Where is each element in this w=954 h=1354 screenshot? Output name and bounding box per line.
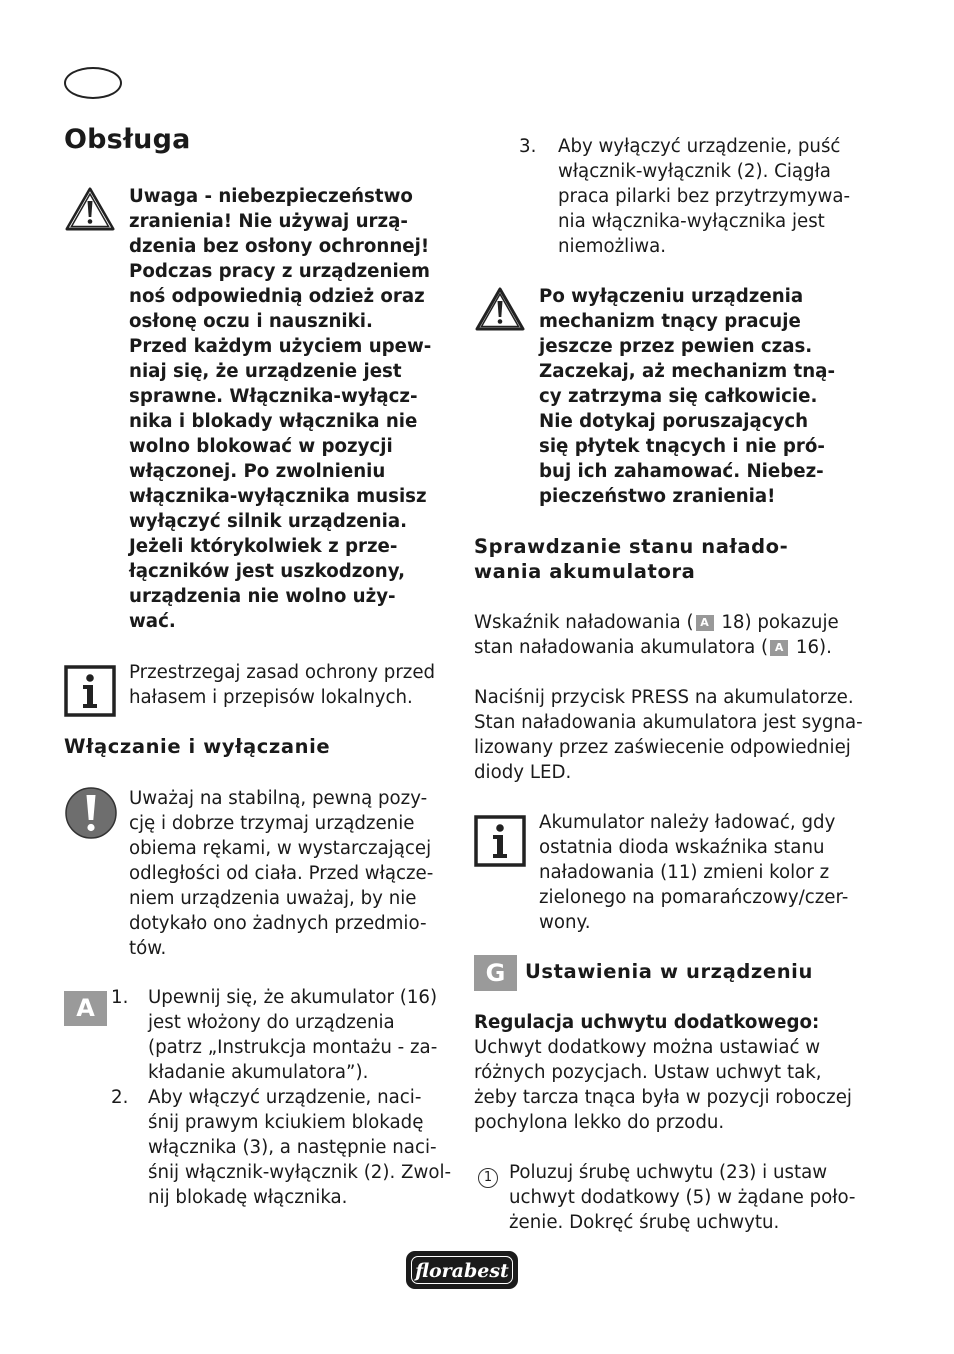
text-line xyxy=(474,635,874,660)
text-line: Po wyłączeniu urządzenia xyxy=(539,286,804,307)
text-line: ostatnia dioda wskaźnika stanu xyxy=(539,837,825,858)
text-line: śnij prawym kciukiem blokadę xyxy=(148,1112,424,1133)
heading-settings: Ustawienia w urządzeniu xyxy=(525,960,813,983)
text-line: dzenia bez osłony ochronnej! xyxy=(129,236,430,257)
text-line: kładanie akumulatora”). xyxy=(148,1062,369,1083)
text-line: Poluzuj śrubę uchwytu (23) i ustaw xyxy=(509,1162,828,1183)
text-line: Upewnij się, że akumulator (16) xyxy=(148,987,438,1008)
text-line: Naciśnij przycisk PRESS na akumulatorze. xyxy=(474,687,854,708)
text-line: noś odpowiednią odzież oraz xyxy=(129,286,425,307)
text-line: tów. xyxy=(129,938,167,959)
step-number: 2. xyxy=(111,1087,129,1108)
text-line: mechanizm tnący pracuje xyxy=(539,311,801,332)
text-fragment: Wskaźnik naładowania ( xyxy=(474,612,694,633)
step-2-text xyxy=(148,1085,458,1210)
step-number: 3. xyxy=(519,136,537,157)
text-line: włącznika-wyłącznika musisz xyxy=(129,486,427,507)
figure-ref-badge: A xyxy=(696,615,714,631)
text-line: obiema rękami, w wystarczającej xyxy=(129,838,432,859)
step-3-text xyxy=(558,134,858,259)
text-line: dotykało ono żadnych przedmio- xyxy=(129,913,427,934)
text-line: diody LED. xyxy=(474,762,572,783)
text-line: żenie. Dokręć śrubę uchwytu. xyxy=(509,1212,780,1233)
text-line: zielonego na pomarańczowy/czer- xyxy=(539,887,849,908)
heading-line: wania akumulatora xyxy=(474,560,696,583)
text-line: lizowany przez zaświecenie odpowiedniej xyxy=(474,737,851,758)
section-badge: G xyxy=(474,955,517,991)
text-line: uchwyt dodatkowy (5) w żądane poło- xyxy=(509,1187,856,1208)
text-line: Stan naładowania akumulatora jest sygna- xyxy=(474,712,863,733)
text-line: różnych pozycjach. Ustaw uchwyt tak, xyxy=(474,1062,822,1083)
text-line: włącznik-wyłącznik (2). Ciągła xyxy=(558,161,831,182)
text-line: (patrz „Instrukcja montażu - za- xyxy=(148,1037,438,1058)
text-line: Zaczekaj, aż mechanizm tną- xyxy=(539,361,835,382)
text-line: pieczeństwo zranienia! xyxy=(539,486,776,507)
text-line: niaj się, że urządzenie jest xyxy=(129,361,402,382)
caution-text xyxy=(129,786,459,961)
text-line: Jeżeli którykolwiek z prze- xyxy=(129,536,398,557)
handle-text xyxy=(474,1035,874,1135)
warning-icon xyxy=(64,186,116,232)
text-line: łączników jest uszkodzony, xyxy=(129,561,406,582)
heading-switch: Włączanie i wyłączanie xyxy=(64,735,331,758)
info-text-left xyxy=(129,660,459,710)
text-line: zranienia! Nie używaj urzą- xyxy=(129,211,408,232)
text-line xyxy=(474,610,874,635)
text-line: niemożliwa. xyxy=(558,236,667,257)
step-number: 1. xyxy=(111,987,129,1008)
text-line: włączonej. Po zwolnieniu xyxy=(129,461,386,482)
brand-logo xyxy=(406,1251,518,1289)
warning-icon xyxy=(474,286,526,332)
text-line: Przed każdym użyciem upew- xyxy=(129,336,432,357)
text-line: Podczas pracy z urządzeniem xyxy=(129,261,430,282)
text-line: śnij włącznik-wyłącznik (2). Zwol- xyxy=(148,1162,452,1183)
text-fragment: stan naładowania akumulatora ( xyxy=(474,637,769,658)
text-fragment: 18) pokazuje xyxy=(715,612,839,633)
info-text-right xyxy=(539,810,869,935)
subheading-handle: Regulacja uchwytu dodatkowego: xyxy=(474,1012,820,1033)
text-line: Uważaj na stabilną, pewną pozy- xyxy=(129,788,428,809)
step-circle-number: 1 xyxy=(478,1168,498,1188)
text-line: niem urządzenia uważaj, by nie xyxy=(129,888,417,909)
text-line: cję i dobrze trzymaj urządzenie xyxy=(129,813,415,834)
text-line: żeby tarcza tnąca była w pozycji roboczej xyxy=(474,1087,852,1108)
text-line: się płytek tnących i nie pró- xyxy=(539,436,825,457)
text-line: pochylona lekko do przodu. xyxy=(474,1112,725,1133)
heading-line: Sprawdzanie stanu nałado- xyxy=(474,535,789,558)
text-line: wolno blokować w pozycji xyxy=(129,436,393,457)
info-icon xyxy=(64,665,116,717)
language-marker xyxy=(64,67,122,99)
circle-step-text xyxy=(509,1160,869,1235)
text-line: cy zatrzyma się całkowicie. xyxy=(539,386,818,407)
text-line: nika i blokady włącznika nie xyxy=(129,411,418,432)
text-line: hałasem i przepisów lokalnych. xyxy=(129,687,413,708)
text-line: odległości od ciała. Przed włącze- xyxy=(129,863,434,884)
text-line: Aby wyłączyć urządzenie, puść xyxy=(558,136,841,157)
text-line: osłonę oczu i nauszniki. xyxy=(129,311,373,332)
text-line: urządzenia nie wolno uży- xyxy=(129,586,396,607)
text-line: nij blokadę włącznika. xyxy=(148,1187,348,1208)
text-line: Uchwyt dodatkowy można ustawiać w xyxy=(474,1037,821,1058)
heading-battery xyxy=(474,534,864,584)
figure-ref-badge: A xyxy=(770,640,788,656)
text-line: naładowania (11) zmieni kolor z xyxy=(539,862,830,883)
indicator-text xyxy=(474,610,874,660)
text-line: Nie dotykaj poruszających xyxy=(539,411,809,432)
text-line: nia włącznika-wyłącznika jest xyxy=(558,211,825,232)
page-title: Obsługa xyxy=(64,124,191,155)
figure-badge: A xyxy=(64,991,107,1026)
text-line: wony. xyxy=(539,912,591,933)
text-line: buj ich zahamować. Niebez- xyxy=(539,461,824,482)
text-line: Akumulator należy ładować, gdy xyxy=(539,812,836,833)
step-1-text xyxy=(148,985,458,1085)
warning-text-right xyxy=(539,284,859,509)
text-line: wać. xyxy=(129,611,176,632)
text-line: jest włożony do urządzenia xyxy=(148,1012,395,1033)
text-line: jeszcze przez pewien czas. xyxy=(539,336,813,357)
brand-logo-text: florabest xyxy=(411,1256,513,1284)
caution-icon xyxy=(64,786,118,840)
text-fragment: 16). xyxy=(790,637,832,658)
info-icon xyxy=(474,815,526,867)
press-text xyxy=(474,685,874,785)
text-line: Przestrzegaj zasad ochrony przed xyxy=(129,662,436,683)
text-line: Aby włączyć urządzenie, naci- xyxy=(148,1087,422,1108)
text-line: włącznika (3), a następnie naci- xyxy=(148,1137,437,1158)
text-line: praca pilarki bez przytrzymywa- xyxy=(558,186,851,207)
text-line: Uwaga - niebezpieczeństwo xyxy=(129,186,413,207)
warning-text-left xyxy=(129,184,459,634)
text-line: sprawne. Włącznika-wyłącz- xyxy=(129,386,418,407)
text-line: wyłączyć silnik urządzenia. xyxy=(129,511,407,532)
